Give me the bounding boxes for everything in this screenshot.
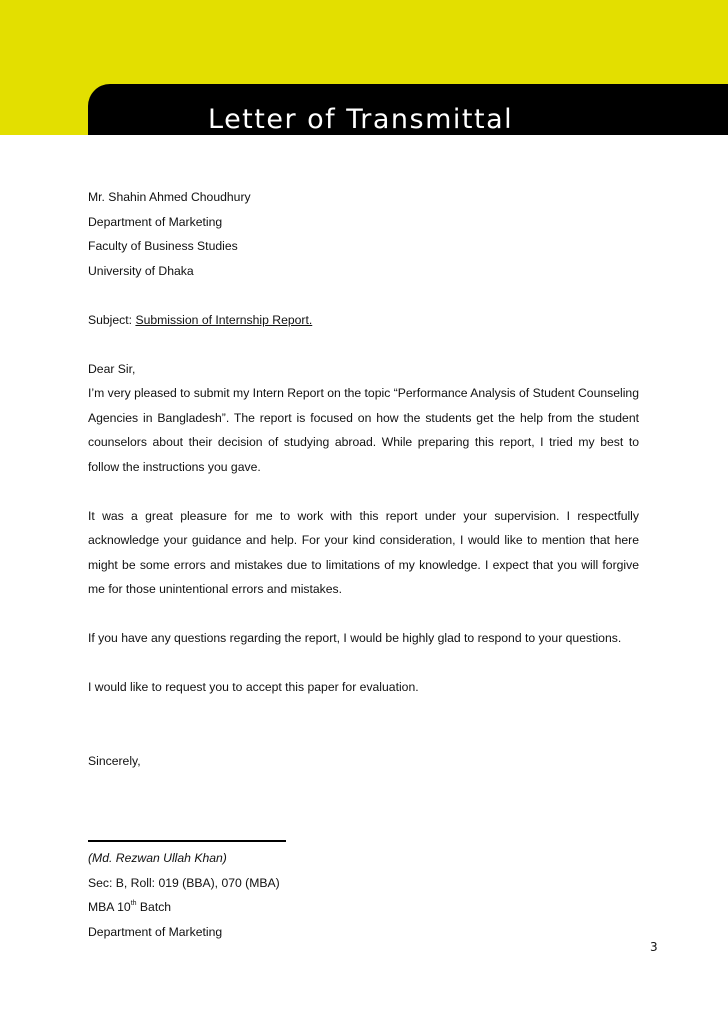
recipient-name: Mr. Shahin Ahmed Choudhury bbox=[88, 190, 251, 204]
recipient-faculty: Faculty of Business Studies bbox=[88, 239, 238, 253]
page-number: 3 bbox=[650, 940, 658, 954]
title-bar bbox=[88, 84, 728, 135]
recipient-department: Department of Marketing bbox=[88, 214, 223, 229]
signer-roll: Sec: B, Roll: 019 (BBA), 070 (MBA) bbox=[88, 875, 280, 890]
letter-body bbox=[88, 185, 639, 944]
salutation: Dear Sir, bbox=[88, 361, 136, 376]
paragraph-2: It was a great pleasure for me to work with this report under your supervision. I respectfully acknowledge your guidance and help. For your kind consideration, I would like to mention that here might be some errors and mistakes due to limitations of my knowledge. I expect that you will forgive me for those unintentional errors and mistakes. bbox=[88, 508, 639, 596]
subject-text: Submission of Internship Report. bbox=[135, 312, 313, 327]
paragraph-4: I would like to request you to accept this paper for evaluation. bbox=[88, 680, 419, 694]
signer-name: (Md. Rezwan Ullah Khan) bbox=[88, 851, 227, 865]
batch-superscript: th bbox=[130, 900, 137, 907]
signer-department: Department of Marketing bbox=[88, 924, 223, 939]
recipient-university: University of Dhaka bbox=[88, 263, 194, 278]
paragraph-3: If you have any questions regarding the report, I would be highly glad to respond to your questions. bbox=[88, 631, 622, 645]
page-title: Letter of Transmittal bbox=[208, 104, 514, 135]
closing: Sincerely, bbox=[88, 753, 141, 768]
paragraph-1: I’m very pleased to submit my Intern Report on the topic “Performance Analysis of Student Counseling Agencies in Bangladesh”. The report is focused on how the students get the help from the student counselors about their decision of studying abroad. While preparing this report, I tried my best to follow the instructions you gave. bbox=[88, 386, 639, 474]
subject-line bbox=[88, 308, 639, 333]
signer-batch: MBA 10th Batch bbox=[88, 900, 172, 914]
subject-label: Subject: bbox=[88, 312, 136, 327]
